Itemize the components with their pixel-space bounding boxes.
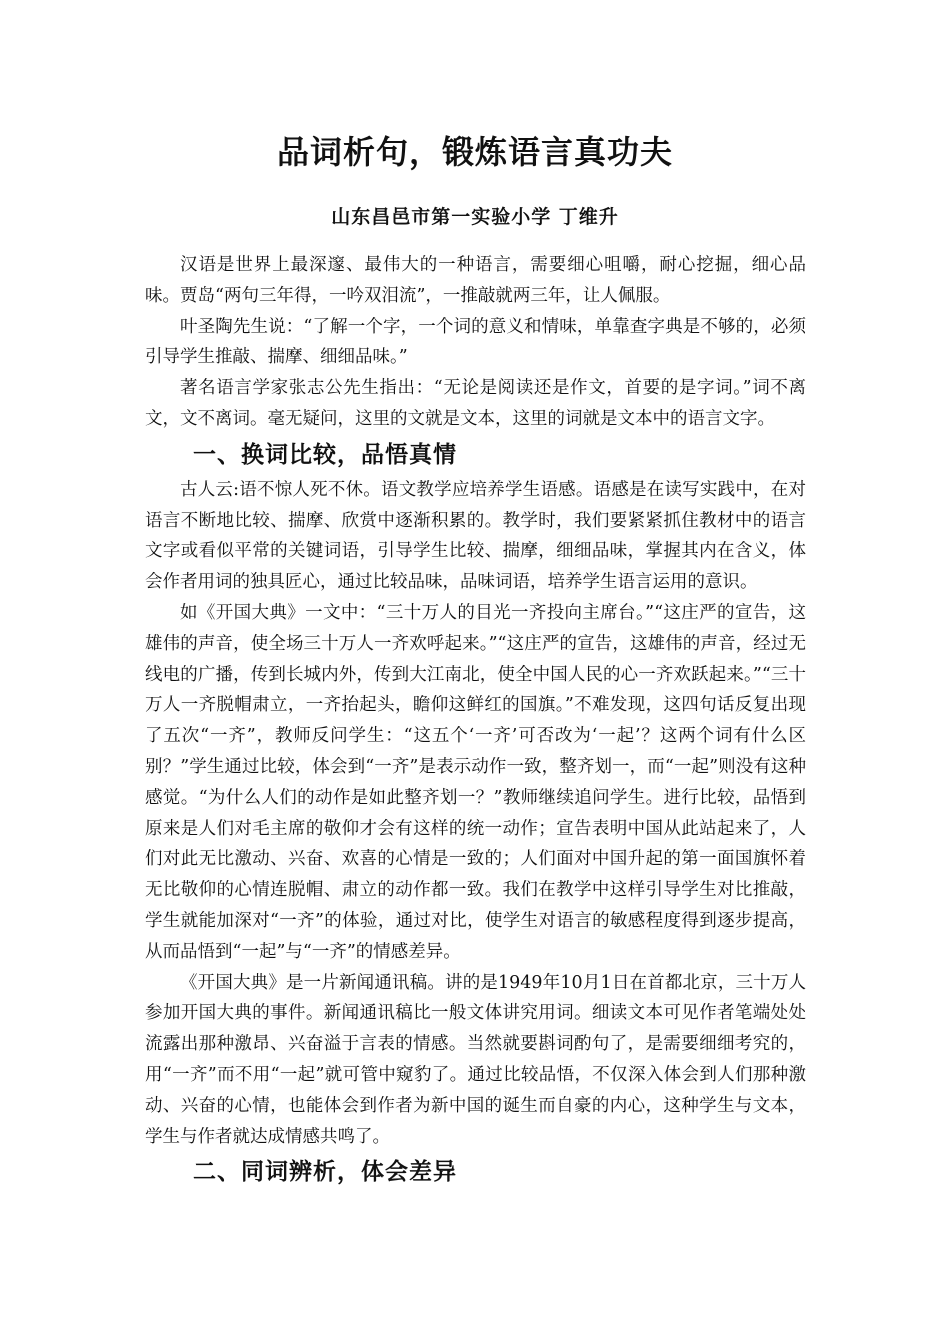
section1-paragraph: 古人云:语不惊人死不休。语文教学应培养学生语感。语感是在读写实践中，在对语言不断地比较、揣摩、欣赏中逐渐积累的。教学时，我们要紧紧抓住教材中的语言文字或看似平常的关键词语，引导学生比较、揣摩，细细品味，掌握其内在含义，体会作者用词的独具匠心，通过比较品味，品味词语，培养学生语言运用的意识。 <box>145 479 806 593</box>
section-heading-2: 二、同词辨析，体会差异 <box>193 1158 457 1186</box>
document-title: 品词析句，锻炼语言真功夫 <box>276 133 673 171</box>
section-heading-1: 一、换词比较，品悟真情 <box>193 440 457 468</box>
intro-paragraph: 著名语言学家张志公先生指出：“无论是阅读还是作文，首要的是字词。”词不离文，文不离词。毫无疑问，这里的文就是文本，这里的词就是文本中的语言文字。 <box>145 378 806 429</box>
section1-paragraph: 《开国大典》是一片新闻通讯稿。讲的是1949年10月1日在首都北京，三十万人参加开国大典的事件。新闻通讯稿比一般文体讲究用词。细读文本可见作者笔端处处流露出那种激昂、兴奋溢于言表的情感。当然就要斟词酌句了，是需要细细考究的，用“一齐”而不用“一起”就可管中窥豹了。通过比较品悟，不仅深入体会到人们那种激动、兴奋的心情，也能体会到作者为新中国的诞生而自豪的内心，这种学生与文本，学生与作者就达成情感共鸣了。 <box>145 972 806 1147</box>
intro-paragraph: 叶圣陶先生说：“了解一个字，一个词的意义和情味，单靠查字典是不够的，必须引导学生推敲、揣摩、细细品味。” <box>145 316 806 368</box>
author-line: 山东昌邑市第一实验小学 丁维升 <box>331 206 619 228</box>
intro-paragraph: 汉语是世界上最深邃、最伟大的一种语言，需要细心咀嚼，耐心挖掘，细心品味。贾岛“两句三年得，一吟双泪流”，一推敲就两三年，让人佩服。 <box>145 255 806 306</box>
document-body <box>145 250 806 1192</box>
section1-paragraph: 如《开国大典》一文中：“三十万人的目光一齐投向主席台。”“这庄严的宣告，这雄伟的声音，使全场三十万人一齐欢呼起来。”“这庄严的宣告，这雄伟的声音，经过无线电的广播，传到长城内外，传到大江南北，使全中国人民的心一齐欢跃起来。”“三十万人一齐脱帽肃立，一齐抬起头，瞻仰这鲜红的国旗。”不难发现，这四句话反复出现了五次“一齐”，教师反问学生：“这五个‘一齐’可否改为‘一起’？这两个词有什么区别？”学生通过比较，体会到“一齐”是表示动作一致，整齐划一，而“一起”则没有这种感觉。“为什么人们的动作是如此整齐划一？”教师继续追问学生。进行比较，品悟到原来是人们对毛主席的敬仰才会有这样的统一动作；宣告表明中国从此站起来了，人们对此无比激动、兴奋、欢喜的心情是一致的；人们面对中国升起的第一面国旗怀着无比敬仰的心情连脱帽、肃立的动作都一致。我们在教学中这样引导学生对比推敲，学生就能加深对“一齐”的体验，通过对比，使学生对语言的敏感程度得到逐步提高，从而品悟到“一起”与“一齐”的情感差异。 <box>145 602 806 962</box>
